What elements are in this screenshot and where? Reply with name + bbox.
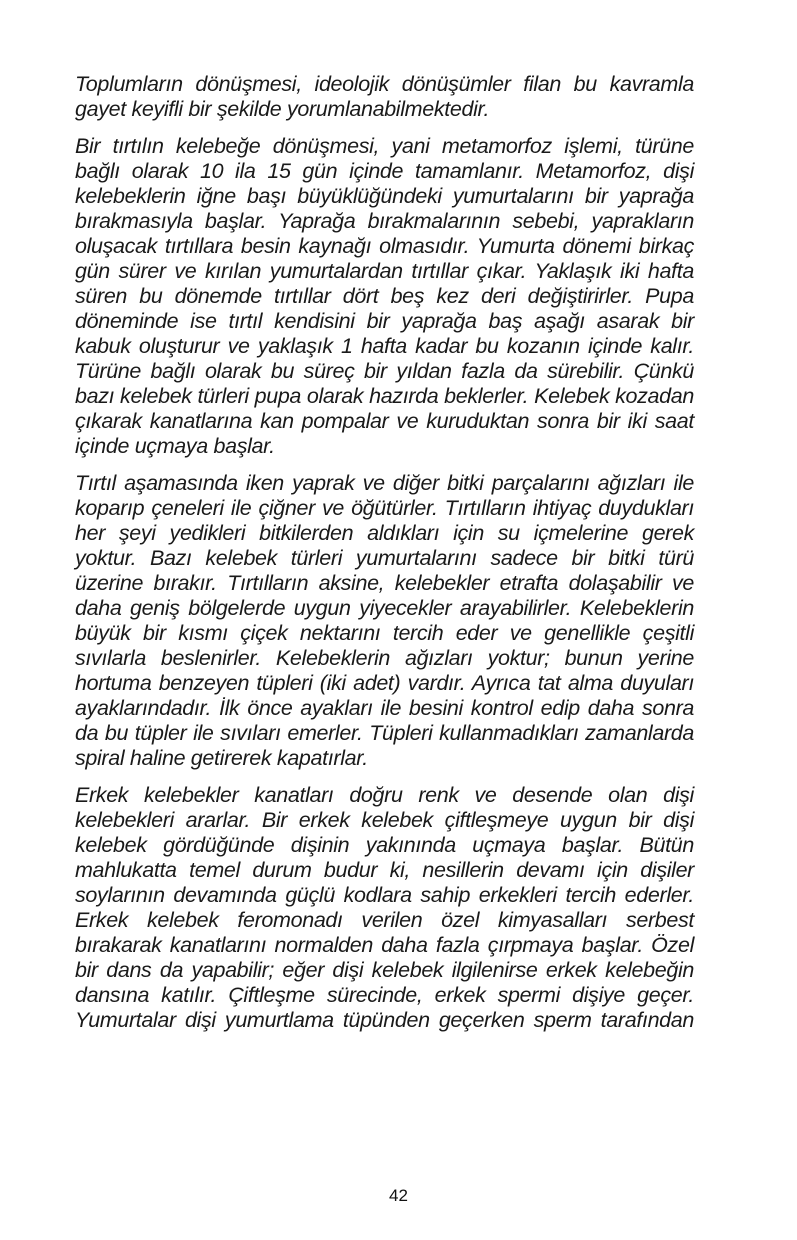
page-number: 42 xyxy=(389,1186,408,1205)
paragraph-mating: Erkek kelebekler kanatları doğru renk ve desende olan dişi kelebekleri ararlar. Bir erkek kelebek çiftleşmeye uygun bir dişi kelebek gördüğünde dişinin yakınında uçmaya başlar. Bütün mahlukatta temel durum budur ki, nesillerin devamı için dişiler soylarının devamında güçlü kodlara sahip erkekleri tercih ederler. Erkek kelebek feromonadı verilen özel kimyasalları serbest bırakarak kanatlarını normalden daha fazla çırpmaya başlar. Özel bir dans da yapabilir; eğer dişi kelebek ilgilenirse erkek kelebeğin dansına katılır. Çiftleşme sürecinde, erkek spermi dişiye geçer. Yumurtalar dişi yumurtlama tüpünden geçerken sperm tarafından xyxy=(75,783,694,1032)
paragraph-metamorphosis: Bir tırtılın kelebeğe dönüşmesi, yani metamorfoz işlemi, türüne bağlı olarak 10 ila 15 gün içinde tamamlanır. Metamorfoz, dişi kelebeklerin iğne başı büyüklüğündeki yumurtalarını bir yaprağa bırakmasıyla başlar. Yaprağa bırakmalarının sebebi, yaprakların oluşacak tırtıllara besin kaynağı olmasıdır. Yumurta dönemi birkaç gün sürer ve kırılan yumurtalardan tırtıllar çıkar. Yaklaşık iki hafta süren bu dönemde tırtıllar dört beş kez deri değiştirirler. Pupa döneminde ise tırtıl kendisini bir yaprağa baş aşağı asarak bir kabuk oluşturur ve yaklaşık 1 hafta kadar bu kozanın içinde kalır. Türüne bağlı olarak bu süreç bir yıldan fazla da sürebilir. Çünkü bazı kelebek türleri pupa olarak hazırda beklerler. Kelebek kozadan çıkarak kanatlarına kan pompalar ve kuruduktan sonra bir iki saat içinde uçmaya başlar. xyxy=(75,134,694,458)
paragraph-intro: Toplumların dönüşmesi, ideolojik dönüşümler filan bu kavramla gayet keyifli bir şekilde yorumlanabilmektedir. xyxy=(75,72,694,121)
paragraph-caterpillar-feeding: Tırtıl aşamasında iken yaprak ve diğer bitki parçalarını ağızları ile koparıp çeneleri ile çiğner ve öğütürler. Tırtılların ihtiyaç duydukları her şeyi yedikleri bitkilerden aldıkları için su içmelerine gerek yoktur. Bazı kelebek türleri yumurtalarını sadece bir bitki türü üzerine bırakır. Tırtılların aksine, kelebekler etrafta dolaşabilir ve daha geniş bölgelerde uygun yiyecekler arayabilirler. Kelebeklerin büyük bir kısmı çiçek nektarını tercih eder ve genellikle çeşitli sıvılarla beslenirler. Kelebeklerin ağızları yoktur; bunun yerine hortuma benzeyen tüpleri (iki adet) vardır. Ayrıca tat alma duyuları ayaklarındadır. İlk önce ayakları ile besini kontrol edip daha sonra da bu tüpler ile sıvıları emerler. Tüpleri kullanmadıkları zamanlarda spiral haline getirerek kapatırlar. xyxy=(75,471,694,770)
document-body xyxy=(75,72,694,1045)
